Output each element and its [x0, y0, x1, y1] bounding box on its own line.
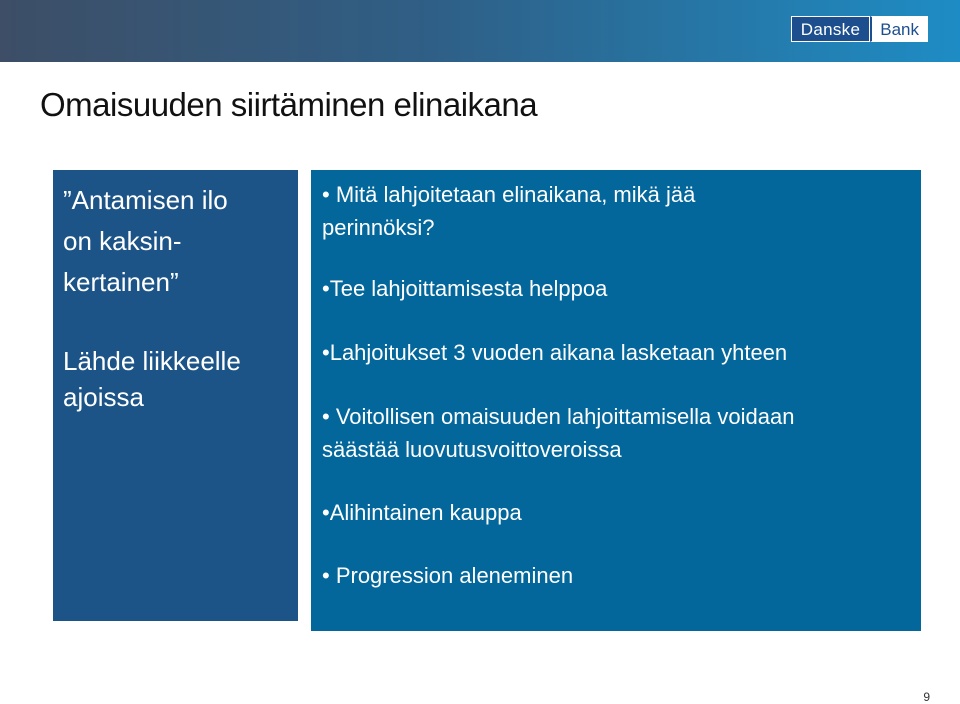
bullet-line: •Lahjoitukset 3 vuoden aikana lasketaan yhteen — [322, 340, 788, 365]
quote-line: kertainen” — [63, 267, 179, 297]
bullet-item — [322, 338, 787, 368]
bullet-line: perinnöksi? — [322, 215, 435, 240]
bullet-item — [322, 561, 573, 591]
left-panel — [53, 170, 298, 621]
tagline-line: ajoissa — [63, 382, 144, 412]
bullet-line: • Mitä lahjoitetaan elinaikana, mikä jää — [322, 182, 696, 207]
bullet-item — [322, 274, 607, 304]
logo-danske-text: Danske — [791, 16, 870, 42]
quote-line: on kaksin- — [63, 226, 182, 256]
bullet-line: •Tee lahjoittamisesta helppoa — [322, 276, 608, 301]
header-bar — [0, 0, 960, 62]
tagline-text — [63, 343, 288, 415]
bullet-line: • Progression aleneminen — [322, 563, 574, 588]
quote-line: ”Antamisen ilo — [63, 185, 228, 215]
logo-bank-text: Bank — [870, 16, 928, 42]
bullet-line: •Alihintainen kauppa — [322, 500, 522, 525]
slide-title: Omaisuuden siirtäminen elinaikana — [40, 86, 538, 123]
right-panel — [311, 170, 921, 631]
page-number: 9 — [923, 690, 930, 704]
bullet-item — [322, 400, 794, 466]
bullet-item — [322, 178, 695, 244]
quote-text — [63, 180, 288, 303]
bullet-line: säästää luovutusvoittoveroissa — [322, 437, 622, 462]
danske-bank-logo — [791, 16, 928, 42]
tagline-line: Lähde liikkeelle — [63, 346, 241, 376]
bullet-item — [322, 498, 522, 528]
bullet-line: • Voitollisen omaisuuden lahjoittamisella voidaan — [322, 404, 795, 429]
